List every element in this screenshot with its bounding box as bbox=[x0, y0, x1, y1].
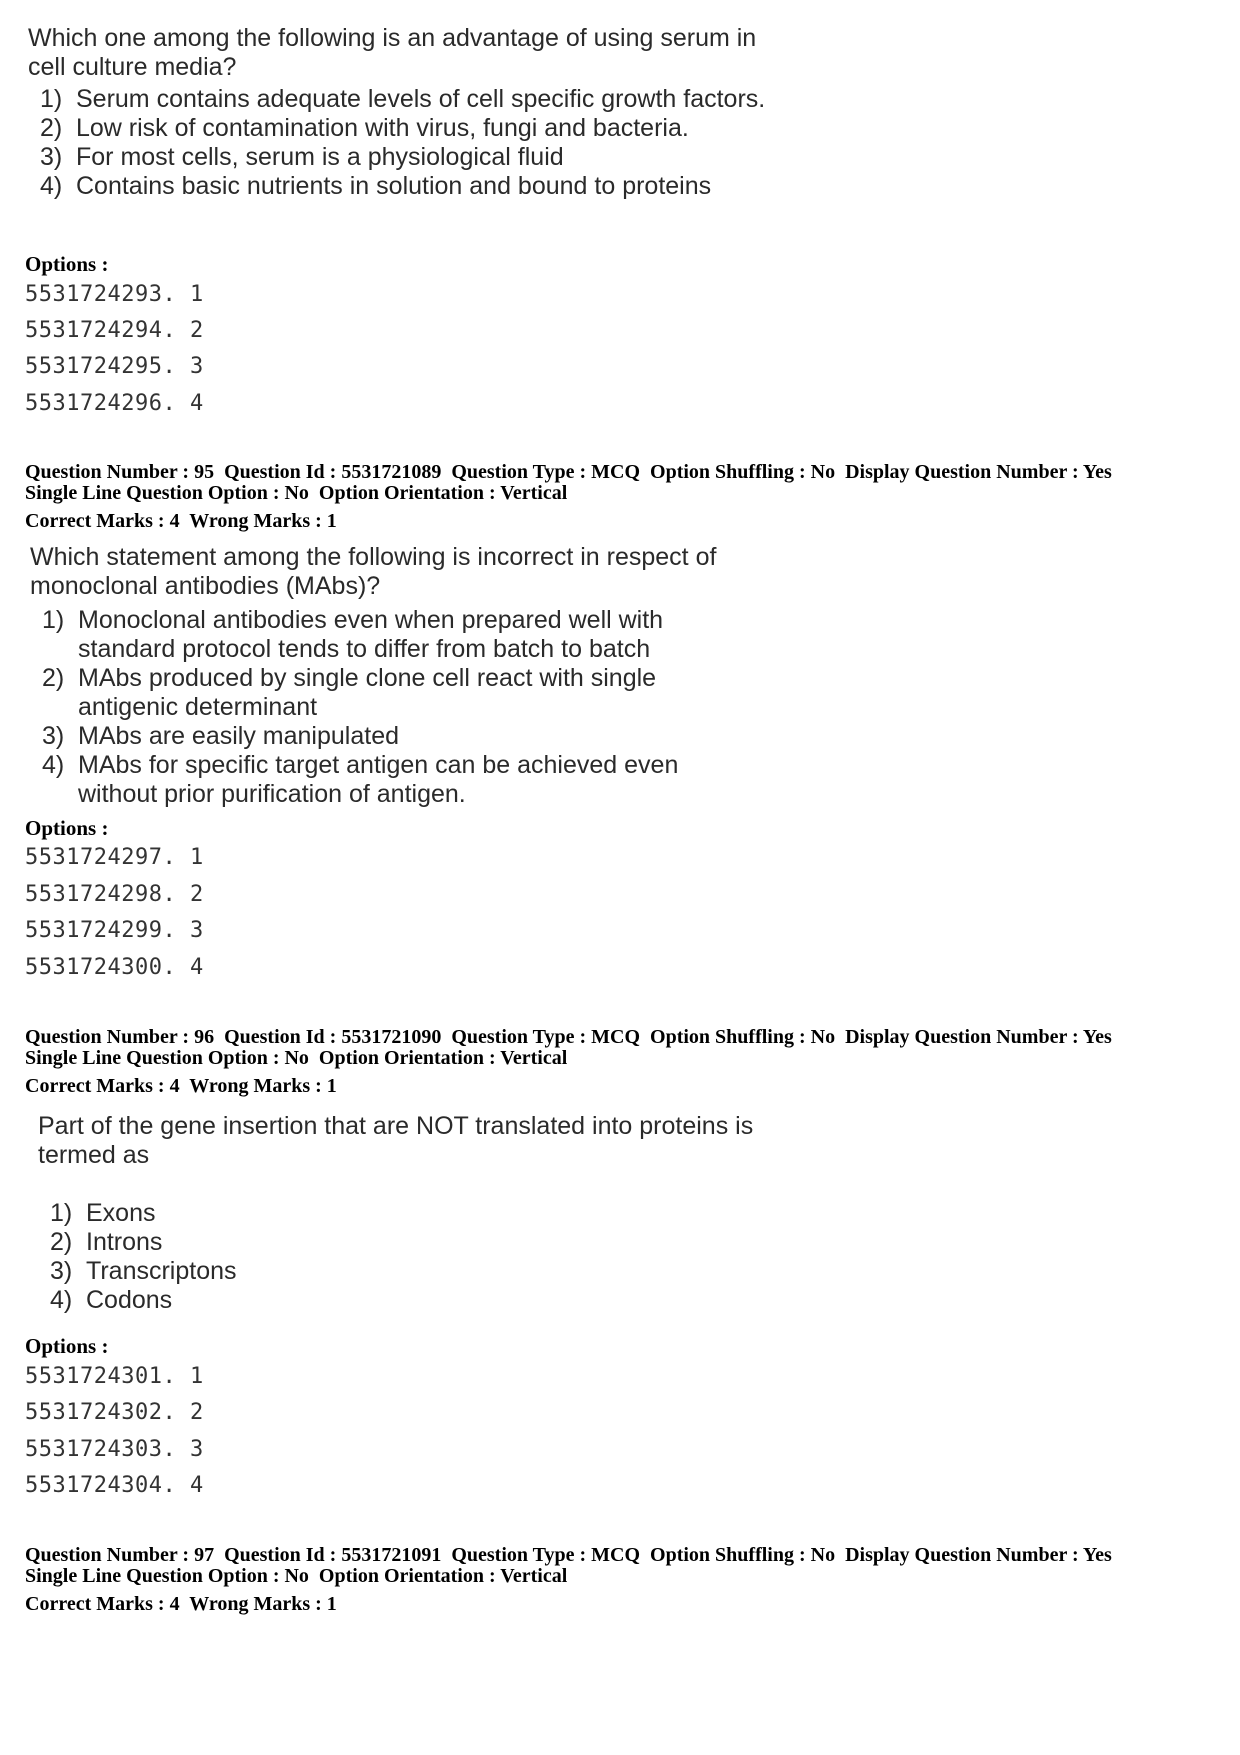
choice-number: 2) bbox=[40, 114, 63, 142]
question-stem: Part of the gene insertion that are NOT translated into proteins is termed as bbox=[38, 1112, 754, 1169]
choice-text: MAbs for specific target antigen can be achieved even without prior purification of antigen. bbox=[78, 751, 679, 808]
choice-item bbox=[38, 1286, 778, 1315]
choice-item bbox=[38, 1199, 778, 1228]
question-94-image bbox=[28, 24, 768, 201]
choice-number: 4) bbox=[40, 172, 63, 200]
marks-line: Correct Marks : 4 Wrong Marks : 1 bbox=[25, 1593, 337, 1615]
choice-number: 2) bbox=[50, 1228, 73, 1256]
choice-item bbox=[38, 1228, 778, 1257]
choice-item bbox=[30, 751, 720, 809]
question-meta-line: Question Number : 97 Question Id : 5531721091 Question Type : MCQ Option Shuffling : No Display Question Number : Yes bbox=[25, 1544, 1112, 1566]
choice-number: 1) bbox=[50, 1199, 73, 1227]
option-id: 5531724296. 4 bbox=[25, 391, 204, 416]
choice-item bbox=[38, 1257, 778, 1286]
option-id: 5531724303. 3 bbox=[25, 1437, 204, 1462]
choice-text: Serum contains adequate levels of cell specific growth factors. bbox=[76, 85, 766, 113]
option-id: 5531724304. 4 bbox=[25, 1473, 204, 1498]
choice-text: Low risk of contamination with virus, fungi and bacteria. bbox=[76, 114, 689, 142]
question-95-image bbox=[30, 543, 720, 809]
choice-number: 2) bbox=[42, 664, 65, 692]
marks-line: Correct Marks : 4 Wrong Marks : 1 bbox=[25, 1075, 337, 1097]
question-meta-line: Single Line Question Option : No Option Orientation : Vertical bbox=[25, 1047, 568, 1069]
choice-item bbox=[28, 143, 768, 172]
question-meta-line: Single Line Question Option : No Option Orientation : Vertical bbox=[25, 1565, 568, 1587]
choice-number: 3) bbox=[50, 1257, 73, 1285]
option-id: 5531724298. 2 bbox=[25, 882, 204, 907]
option-id: 5531724301. 1 bbox=[25, 1364, 204, 1389]
question-meta-line: Question Number : 96 Question Id : 5531721090 Question Type : MCQ Option Shuffling : No Display Question Number : Yes bbox=[25, 1026, 1112, 1048]
choice-item bbox=[30, 606, 720, 664]
choice-text: For most cells, serum is a physiological fluid bbox=[76, 143, 564, 171]
choice-text: MAbs produced by single clone cell react with single antigenic determinant bbox=[78, 664, 657, 721]
choice-text: Contains basic nutrients in solution and bound to proteins bbox=[76, 172, 712, 200]
options-label: Options : bbox=[25, 816, 109, 840]
question-stem: Which one among the following is an advantage of using serum in cell culture media? bbox=[28, 24, 757, 81]
choice-list bbox=[30, 606, 720, 809]
marks-line: Correct Marks : 4 Wrong Marks : 1 bbox=[25, 510, 337, 532]
choice-number: 1) bbox=[42, 606, 65, 634]
option-id: 5531724294. 2 bbox=[25, 318, 204, 343]
choice-text: Codons bbox=[86, 1286, 173, 1314]
choice-number: 4) bbox=[50, 1286, 73, 1314]
choice-number: 1) bbox=[40, 85, 63, 113]
choice-item bbox=[30, 664, 720, 722]
choice-item bbox=[28, 172, 768, 201]
question-meta-line: Single Line Question Option : No Option Orientation : Vertical bbox=[25, 482, 568, 504]
choice-number: 3) bbox=[42, 722, 65, 750]
option-id: 5531724300. 4 bbox=[25, 955, 204, 980]
question-96-image bbox=[38, 1112, 778, 1315]
choice-item bbox=[30, 722, 720, 751]
choice-text: Transcriptons bbox=[86, 1257, 237, 1285]
choice-text: Monoclonal antibodies even when prepared well with standard protocol tends to differ from batch to batch bbox=[78, 606, 664, 663]
choice-number: 3) bbox=[40, 143, 63, 171]
options-label: Options : bbox=[25, 252, 109, 276]
choice-number: 4) bbox=[42, 751, 65, 779]
choice-item bbox=[28, 85, 768, 114]
choice-text: MAbs are easily manipulated bbox=[78, 722, 399, 750]
choice-item bbox=[28, 114, 768, 143]
option-id: 5531724297. 1 bbox=[25, 845, 204, 870]
option-id: 5531724295. 3 bbox=[25, 354, 204, 379]
choice-list bbox=[28, 85, 768, 201]
option-id: 5531724293. 1 bbox=[25, 282, 204, 307]
choice-list bbox=[38, 1199, 778, 1315]
options-label: Options : bbox=[25, 1334, 109, 1358]
question-meta-line: Question Number : 95 Question Id : 5531721089 Question Type : MCQ Option Shuffling : No Display Question Number : Yes bbox=[25, 461, 1112, 483]
choice-text: Exons bbox=[86, 1199, 156, 1227]
question-stem: Which statement among the following is incorrect in respect of monoclonal antibodies (MAbs)? bbox=[30, 543, 717, 600]
option-id: 5531724299. 3 bbox=[25, 918, 204, 943]
option-id: 5531724302. 2 bbox=[25, 1400, 204, 1425]
choice-text: Introns bbox=[86, 1228, 163, 1256]
